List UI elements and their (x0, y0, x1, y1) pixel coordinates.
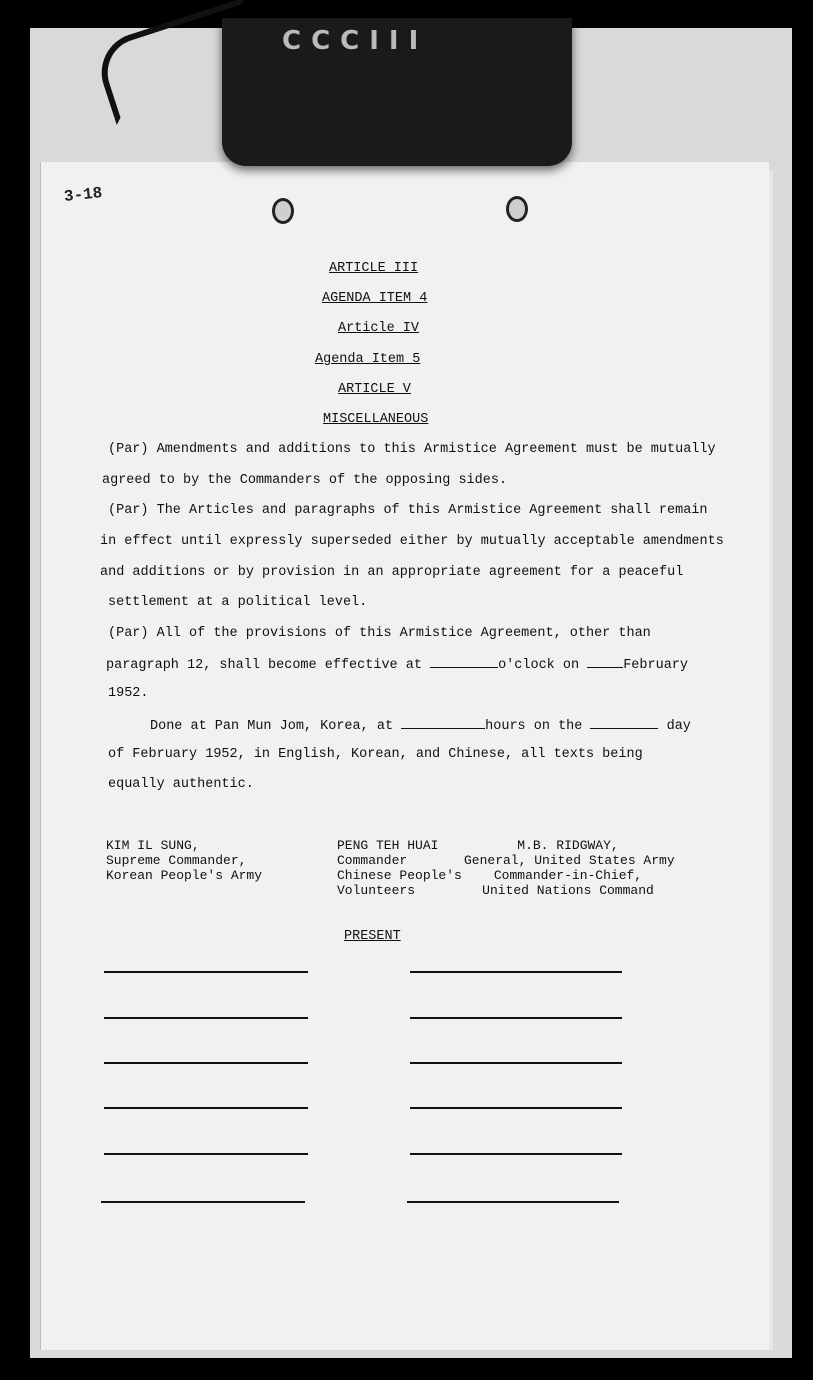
clip-label: CCCIII (282, 26, 429, 56)
signature-line (101, 1201, 305, 1203)
signature-line (410, 1062, 622, 1064)
heading-article-iii: ARTICLE III (329, 261, 419, 276)
signature-line (410, 1017, 622, 1019)
signing-hours-blank (401, 717, 485, 729)
signatory-title: Korean People's Army (106, 868, 263, 883)
heading-agenda-item-5: Agenda Item 5 (315, 352, 421, 367)
signatory-title: United Nations Command (482, 883, 654, 898)
signatory-name: PENG TEH HUAI (337, 838, 439, 853)
para2-line2: in effect until expressly superseded either by mutually acceptable amendments (100, 534, 724, 549)
heading-miscellaneous: MISCELLANEOUS (323, 412, 429, 427)
signature-line (410, 971, 622, 973)
effective-time-blank (430, 656, 498, 668)
binder-clip (222, 18, 572, 166)
para3-line3: 1952. (108, 686, 149, 701)
signatory-title: Supreme Commander, (106, 853, 247, 868)
signature-line (104, 1107, 308, 1109)
effective-date-blank (587, 656, 623, 668)
para4-line2: of February 1952, in English, Korean, and Chinese, all texts being (108, 747, 643, 762)
para4-line1 (150, 717, 691, 734)
para4-line1-text-b: hours on the (485, 719, 583, 734)
signatory-ridgway (464, 838, 675, 898)
heading-article-iv: Article IV (338, 321, 420, 336)
signatory-title: Chinese People's (337, 868, 462, 883)
para3-line2-text-c: February (623, 658, 688, 673)
signature-line (104, 1153, 308, 1155)
signatory-title: Commander-in-Chief, (493, 868, 643, 883)
signatory-title: Volunteers (337, 883, 416, 898)
para3-line2 (106, 656, 688, 673)
signature-line (407, 1201, 619, 1203)
present-heading: PRESENT (344, 929, 401, 944)
margin-mark: 3-18 (63, 184, 104, 206)
signatory-kim-il-sung (106, 838, 262, 883)
punch-hole-right (506, 196, 528, 222)
signatory-title: Commander (337, 853, 408, 868)
signing-day-blank (590, 717, 658, 729)
signature-line (410, 1107, 622, 1109)
signature-line (104, 1017, 308, 1019)
signatory-name: M.B. RIDGWAY, (517, 838, 619, 853)
para4-line1-text-c: day (666, 719, 691, 734)
signature-line (104, 971, 308, 973)
para3-line1: (Par) All of the provisions of this Armistice Agreement, other than (108, 626, 651, 641)
signatory-peng-teh-huai (337, 838, 462, 898)
signature-line (104, 1062, 308, 1064)
para3-line2-text-b: o'clock on (498, 658, 580, 673)
para3-line2-text-a: paragraph 12, shall become effective at (106, 658, 422, 673)
para1-line2: agreed to by the Commanders of the opposing sides. (102, 473, 508, 488)
punch-hole-left (272, 198, 294, 224)
para2-line3: and additions or by provision in an appropriate agreement for a peaceful (100, 565, 684, 580)
signature-line (410, 1153, 622, 1155)
heading-agenda-item-4: AGENDA ITEM 4 (322, 291, 428, 306)
para4-line3: equally authentic. (108, 777, 254, 792)
para1-line1: (Par) Amendments and additions to this Armistice Agreement must be mutually (108, 442, 716, 457)
para2-line4: settlement at a political level. (108, 595, 368, 610)
signatory-name: KIM IL SUNG, (106, 838, 200, 853)
para4-line1-text-a: Done at Pan Mun Jom, Korea, at (150, 719, 394, 734)
signatory-title: General, United States Army (464, 853, 675, 868)
heading-article-v: ARTICLE V (338, 382, 411, 397)
para2-line1: (Par) The Articles and paragraphs of this Armistice Agreement shall remain (108, 503, 708, 518)
